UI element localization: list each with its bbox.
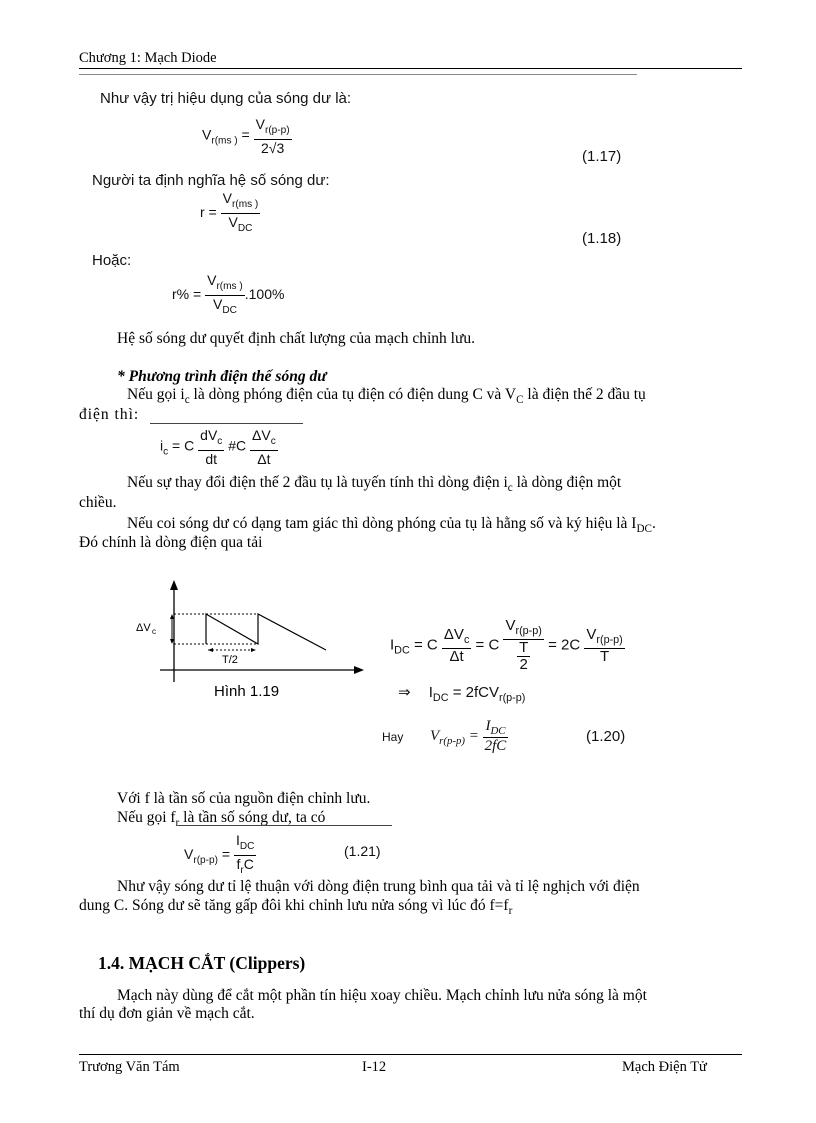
triangle-wave-text-line2: Đó chính là dòng điện qua tải bbox=[79, 534, 263, 551]
equation-label-1-20: (1.20) bbox=[586, 728, 626, 745]
figure-1-19 bbox=[130, 578, 370, 710]
equation-1-18: r = $\frac{V_{r(ms )}}{V_{DC}}$ bbox=[200, 190, 259, 234]
footer-rule bbox=[79, 1054, 742, 1055]
equation-label-1-21: (1.21) bbox=[344, 843, 381, 859]
clippers-section-title: 1.4. MẠCH CẮT (Clippers) bbox=[98, 953, 306, 973]
ripple-definition-text: Người ta định nghĩa hệ số sóng dư: bbox=[92, 172, 330, 189]
equation-idc-2fcv: ⇒ $I_{DC} = 2fCV_{r(p-p)}$ bbox=[398, 684, 526, 704]
ripple-proportional-text: Như vậy sóng dư tỉ lệ thuận với dòng điện trung bình qua tải và tỉ lệ nghịch với điện bbox=[117, 878, 640, 895]
chapter-header: Chương 1: Mạch Diode bbox=[79, 50, 217, 66]
clippers-intro-text-line2: thí dụ đơn giản về mạch cắt. bbox=[79, 1005, 255, 1022]
ripple-frequency-underline bbox=[178, 825, 392, 826]
capacitor-current-text: Nếu gọi $i_c$ là dòng phóng điện của tụ điện có điện dung C và $V_C$ là điện thế 2 đầu tụ bbox=[127, 386, 646, 407]
footer-author: Trương Văn Tám bbox=[79, 1059, 180, 1075]
ripple-voltage-heading: * Phương trình điện thế sóng dư bbox=[117, 368, 327, 385]
equation-label-1-17: (1.17) bbox=[582, 148, 622, 165]
ripple-proportional-text-line2: dung C. Sóng dư sẽ tăng gấp đôi khi chỉnh lưu nửa sóng vì lúc đó $f=f_r$ bbox=[79, 897, 513, 918]
supply-frequency-text: Với f là tần số của nguồn điện chỉnh lưu. bbox=[117, 790, 371, 807]
equation-vr-2fc: $V_{r(p-p)}$ = $\frac{I_{DC}}{2fC}$ bbox=[430, 718, 507, 754]
header-rule bbox=[79, 68, 742, 69]
dv-label: ΔV bbox=[136, 622, 151, 634]
sawtooth-wave bbox=[206, 614, 326, 650]
or-text: Hoặc: bbox=[92, 252, 132, 269]
t-half-label: T/2 bbox=[222, 654, 238, 666]
implies-arrow-icon: ⇒ bbox=[398, 684, 411, 701]
scanned-equations-box bbox=[84, 76, 637, 322]
hay-label: Hay bbox=[382, 730, 404, 744]
equation-top-rule bbox=[150, 423, 303, 424]
dv-label-sub: c bbox=[152, 627, 156, 636]
capacitor-current-text-line2: điện thì: bbox=[79, 406, 140, 423]
footer-book-title: Mạch Điện Tử bbox=[622, 1059, 707, 1075]
ripple-frequency-text: Nếu gọi $f_r$ là tần số sóng dư, ta có bbox=[117, 809, 326, 830]
ripple-waveform-diagram bbox=[130, 578, 370, 710]
rms-intro-text: Như vậy trị hiệu dụng của sóng dư là: bbox=[100, 90, 352, 107]
equation-percent: r% = $\frac{V_{r(ms )}}{V_{DC}}$ .100% bbox=[172, 272, 285, 316]
footer-page-number: I-12 bbox=[362, 1059, 387, 1075]
equation-1-17: $V_{r(ms )}$ = $\frac{V_{r(p-p)}}{2√3}$ bbox=[202, 116, 290, 156]
triangle-wave-text: Nếu coi sóng dư có dạng tam giác thì dòng phóng của tụ là hằng số và ký hiệu là $I_{DC}$. bbox=[127, 515, 656, 536]
period-right-arrow-icon bbox=[251, 648, 256, 652]
clippers-intro-text: Mạch này dùng để cắt một phần tín hiệu xoay chiều. Mạch chỉnh lưu nửa sóng là một bbox=[117, 987, 647, 1004]
equation-label-1-18: (1.18) bbox=[582, 230, 622, 247]
period-left-arrow-icon bbox=[208, 648, 213, 652]
y-axis-arrow-icon bbox=[170, 580, 178, 590]
linear-change-text: Nếu sự thay đổi điện thế 2 đầu tụ là tuyến tính thì dòng điện $i_c$ là dòng điện một bbox=[127, 474, 622, 495]
linear-change-text-line2: chiều. bbox=[79, 494, 117, 511]
equation-1-21: $V_{r(p-p)}$ = $\frac{I_{DC}}{f_rC}$ bbox=[184, 832, 255, 876]
ripple-quality-text: Hệ số sóng dư quyết định chất lượng của mạch chỉnh lưu. bbox=[117, 330, 475, 347]
figure-caption: Hình 1.19 bbox=[214, 683, 280, 700]
x-axis-arrow-icon bbox=[354, 666, 364, 674]
header-subrule bbox=[79, 74, 637, 75]
equation-idc: $I_{DC} = C$ $\frac{\Delta V_c}{\Delta t}$ = C $\frac{V_{r(p-p)}}{\frac{T}{2}}$ = 2C $\frac{V_{r(p-p)}}{T}$ bbox=[390, 617, 623, 673]
equation-ic: $i_c = C$ $\frac{dV_c}{dt}$ #C $\frac{\Delta V_c}{\Delta t}$ bbox=[160, 427, 276, 467]
